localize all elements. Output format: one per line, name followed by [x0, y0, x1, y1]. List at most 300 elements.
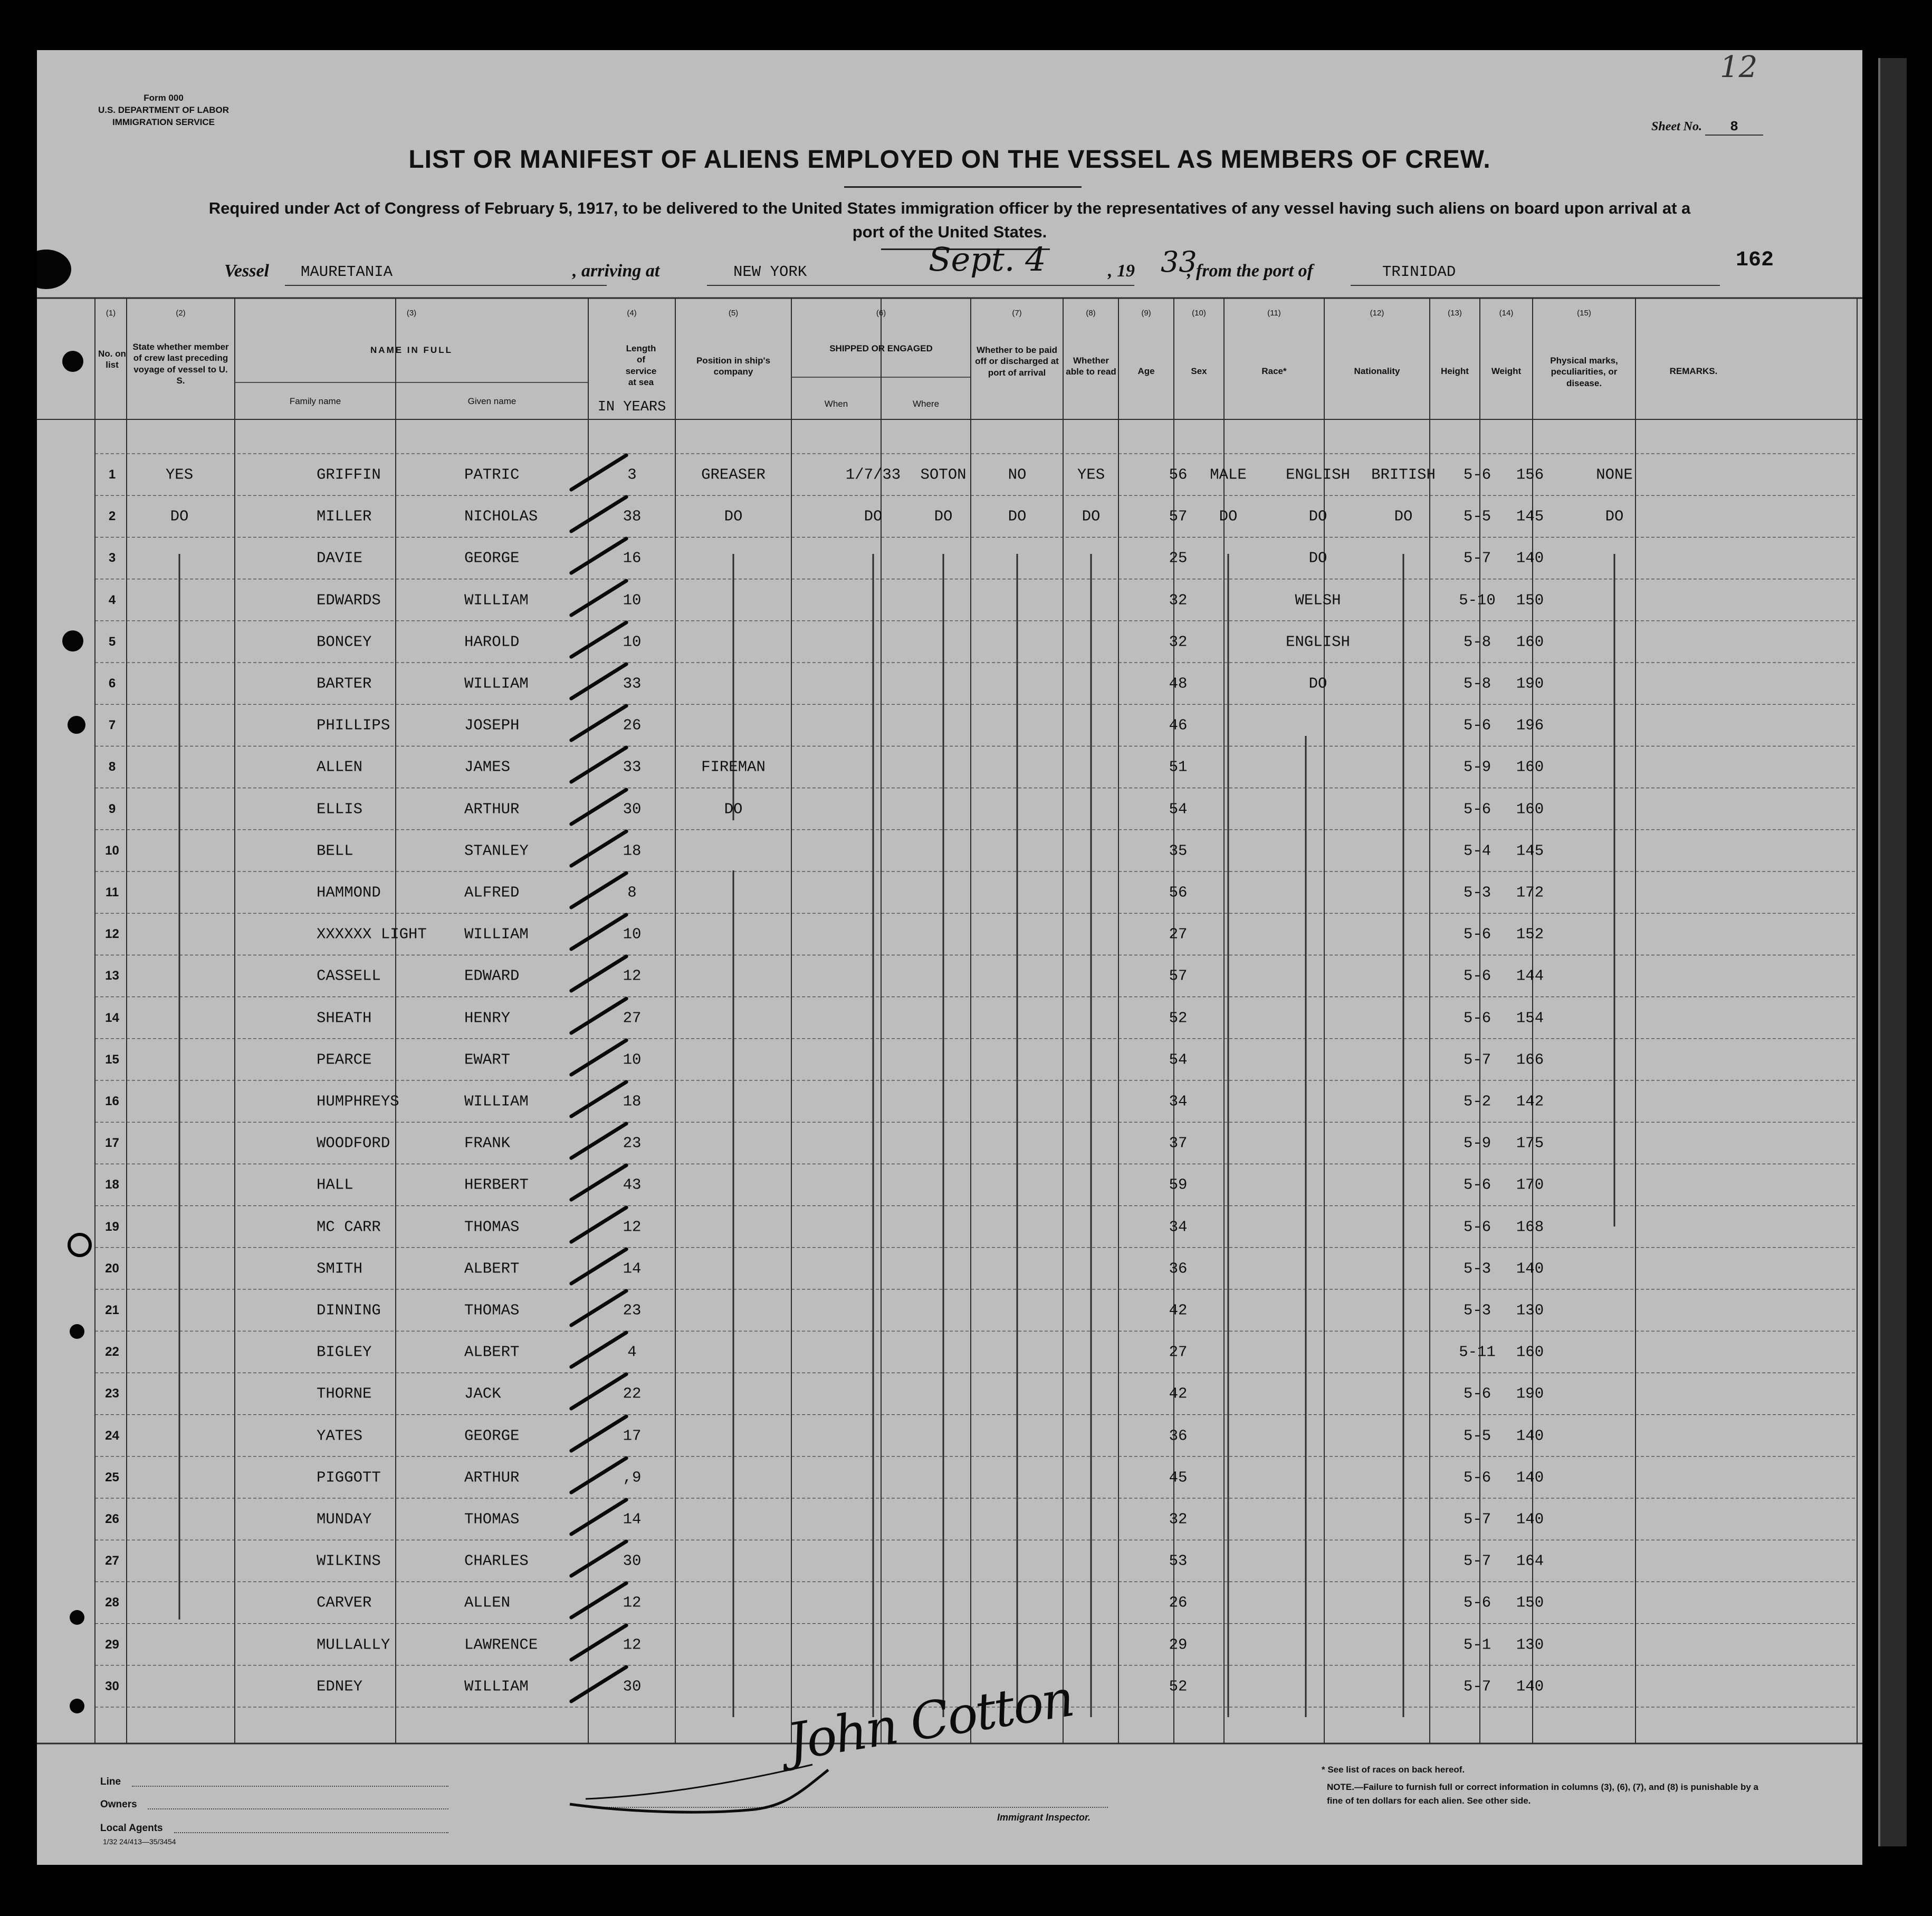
punch-hole — [70, 1610, 84, 1625]
cell-height: 5-10 — [1459, 591, 1496, 609]
cell-when: DO — [864, 507, 883, 525]
cell-family: BONCEY — [317, 633, 372, 651]
cell-given: WILLIAM — [464, 591, 529, 609]
cell-age: 26 — [1169, 1594, 1188, 1612]
cell-race: ENGLISH — [1286, 466, 1350, 484]
punch-hole — [62, 351, 83, 372]
given-name-header: Given name — [467, 396, 517, 406]
cell-age: 25 — [1169, 549, 1188, 567]
row-number: 26 — [105, 1512, 119, 1526]
cell-sex: MALE — [1210, 466, 1247, 484]
cell-given: GEORGE — [464, 549, 520, 567]
cell-age: 51 — [1169, 758, 1188, 776]
cell-family: PEARCE — [317, 1051, 372, 1069]
row-number: 1 — [108, 467, 116, 482]
cell-height: 5-7 — [1463, 549, 1491, 567]
cell-family: WILKINS — [317, 1552, 381, 1570]
inspector-label: Immigrant Inspector. — [997, 1812, 1091, 1823]
cell-race: WELSH — [1295, 591, 1341, 609]
col8-num: (8) — [1086, 309, 1096, 318]
cell-years: 8 — [627, 884, 637, 902]
cell-family: MC CARR — [317, 1218, 381, 1236]
cell-given: JOSEPH — [464, 716, 520, 734]
cell-age: 34 — [1169, 1093, 1188, 1110]
sheet-number-block — [1651, 119, 1763, 136]
cell-years: 3 — [627, 466, 637, 484]
row-number: 24 — [105, 1428, 119, 1443]
cell-family: BELL — [317, 842, 353, 860]
cell-position: DO — [724, 800, 743, 818]
cell-family: ELLIS — [317, 800, 363, 818]
cell-years: 30 — [623, 800, 642, 818]
page-title: LIST OR MANIFEST OF ALIENS EMPLOYED ON THE VESSEL AS MEMBERS OF CREW. — [408, 146, 1491, 174]
row-number: 19 — [105, 1219, 119, 1234]
col6-num: (6) — [876, 309, 886, 318]
from-port-label: , from the port of — [1187, 261, 1313, 281]
cell-family: DAVIE — [317, 549, 363, 567]
col5-num: (5) — [728, 309, 739, 318]
line-label: Line — [100, 1776, 121, 1787]
cell-position: FIREMAN — [701, 758, 766, 776]
row-number: 7 — [108, 718, 116, 733]
row-number: 14 — [105, 1010, 119, 1025]
cell-age: 36 — [1169, 1260, 1188, 1278]
row-number: 13 — [105, 969, 119, 983]
cell-family: ALLEN — [317, 758, 363, 776]
cell-age: 27 — [1169, 925, 1188, 943]
row-number: 11 — [105, 885, 119, 899]
cell-height: 5-7 — [1463, 1678, 1491, 1695]
col4-unit: IN YEARS — [597, 399, 666, 415]
cell-height: 5-6 — [1463, 800, 1491, 818]
cell-weight: 145 — [1516, 842, 1544, 860]
sheet-corner-mark: 12 — [1720, 50, 1758, 84]
cell-family: BARTER — [317, 675, 372, 693]
cell-weight: 152 — [1516, 925, 1544, 943]
cell-age: 52 — [1169, 1009, 1188, 1027]
cell-family: PHILLIPS — [317, 716, 390, 734]
col15-num: (15) — [1577, 309, 1591, 318]
col13-num: (13) — [1448, 309, 1462, 318]
col8-header: Whether able to read — [1066, 356, 1116, 377]
cell-weight: 140 — [1516, 1260, 1544, 1278]
cell-age: 59 — [1169, 1176, 1188, 1194]
cell-years: 14 — [623, 1260, 642, 1278]
row-number: 27 — [105, 1554, 119, 1568]
cell-given: JACK — [464, 1385, 501, 1403]
cell-height: 5-8 — [1463, 633, 1491, 651]
cell-years: 33 — [623, 675, 642, 693]
punch-hole — [68, 716, 85, 734]
cell-given: HAROLD — [464, 633, 520, 651]
cell-height: 5-5 — [1463, 1427, 1491, 1445]
cell-height: 5-6 — [1463, 466, 1491, 484]
family-name-header: Family name — [289, 396, 341, 406]
cell-weight: 150 — [1516, 591, 1544, 609]
cell-age: 53 — [1169, 1552, 1188, 1570]
cell-family: WOODFORD — [317, 1134, 390, 1152]
cell-years: 27 — [623, 1009, 642, 1027]
cell-family: SMITH — [317, 1260, 363, 1278]
col14-header: Weight — [1491, 366, 1522, 376]
arrival-year: 33 — [1161, 245, 1197, 279]
col6-header: SHIPPED OR ENGAGED — [829, 343, 933, 353]
cell-years: 12 — [623, 967, 642, 985]
row-number: 9 — [108, 801, 116, 816]
cell-read: DO — [1082, 507, 1101, 525]
owners-label: Owners — [100, 1799, 137, 1810]
col14-num: (14) — [1499, 309, 1514, 318]
cell-age: 36 — [1169, 1427, 1188, 1445]
cell-family: THORNE — [317, 1385, 372, 1403]
cell-family: HALL — [317, 1176, 353, 1194]
cell-height: 5-7 — [1463, 1552, 1491, 1570]
row-number: 20 — [105, 1261, 119, 1276]
cell-height: 5-6 — [1463, 1218, 1491, 1236]
cell-years: 33 — [623, 758, 642, 776]
cell-years: 10 — [623, 633, 642, 651]
col2-num: (2) — [176, 309, 186, 318]
col15-header: Physical marks, peculiarities, or disease. — [1550, 356, 1618, 388]
row-number: 4 — [108, 592, 116, 607]
signature-flourish — [565, 1754, 839, 1817]
cell-height: 5-9 — [1463, 758, 1491, 776]
cell-weight: 142 — [1516, 1093, 1544, 1110]
cell-weight: 140 — [1516, 1469, 1544, 1487]
col7-num: (7) — [1012, 309, 1022, 318]
cell-weight: 168 — [1516, 1218, 1544, 1236]
cell-given: ARTHUR — [464, 1469, 520, 1487]
cell-family: CASSELL — [317, 967, 381, 985]
cell-family: MULLALLY — [317, 1636, 390, 1654]
col5-header: Position in ship's company — [696, 356, 771, 377]
cell-given: STANLEY — [464, 842, 529, 860]
cell-family: HUMPHREYS — [317, 1093, 399, 1110]
col10-num: (10) — [1192, 309, 1206, 318]
cell-height: 5-7 — [1463, 1510, 1491, 1528]
cell-weight: 172 — [1516, 884, 1544, 902]
cell-family: EDWARDS — [317, 591, 381, 609]
cell-race: DO — [1308, 549, 1327, 567]
arriving-underline — [707, 285, 929, 286]
cell-weight: 145 — [1516, 507, 1544, 525]
cell-height: 5-11 — [1459, 1343, 1496, 1361]
cell-paid: NO — [1008, 466, 1027, 484]
cell-height: 5-6 — [1463, 1385, 1491, 1403]
cell-given: GEORGE — [464, 1427, 520, 1445]
owners-dots — [148, 1808, 448, 1809]
cell-weight: 150 — [1516, 1594, 1544, 1612]
cell-years: 12 — [623, 1218, 642, 1236]
col11-header: Race* — [1261, 366, 1287, 376]
cell-height: 5-6 — [1463, 1176, 1491, 1194]
cell-weight: 140 — [1516, 549, 1544, 567]
cell-given: CHARLES — [464, 1552, 529, 1570]
arriving-port: NEW YORK — [733, 263, 807, 281]
cell-height: 5-3 — [1463, 1260, 1491, 1278]
manifest-sheet — [37, 50, 1862, 1865]
col9-header: Age — [1137, 366, 1155, 376]
punch-hole — [37, 250, 71, 289]
cell-weight: 175 — [1516, 1134, 1544, 1152]
row-number: 15 — [105, 1052, 119, 1067]
cell-height: 5-6 — [1463, 925, 1491, 943]
cell-height: 5-4 — [1463, 842, 1491, 860]
when-header: When — [824, 399, 848, 409]
cell-given: WILLIAM — [464, 1678, 529, 1695]
cell-age: 52 — [1169, 1678, 1188, 1695]
cell-years: 10 — [623, 591, 642, 609]
row-number: 25 — [105, 1470, 119, 1484]
cell-race: ENGLISH — [1286, 633, 1350, 651]
cell-family: HAMMOND — [317, 884, 381, 902]
cell-prev: DO — [170, 507, 189, 525]
cell-given: HERBERT — [464, 1176, 529, 1194]
punch-hole — [70, 1324, 84, 1339]
races-note: * See list of races on back hereof. — [1322, 1765, 1465, 1775]
cell-years: 16 — [623, 549, 642, 567]
cell-age: 42 — [1169, 1301, 1188, 1319]
cell-given: LAWRENCE — [464, 1636, 538, 1654]
cell-age: 56 — [1169, 884, 1188, 902]
col4-num: (4) — [627, 309, 637, 318]
cell-height: 5-6 — [1463, 967, 1491, 985]
title-rule — [844, 186, 1082, 188]
cell-family: BIGLEY — [317, 1343, 372, 1361]
cell-years: 10 — [623, 1051, 642, 1069]
cell-age: 46 — [1169, 716, 1188, 734]
cell-weight: 166 — [1516, 1051, 1544, 1069]
col13-header: Height — [1441, 366, 1469, 376]
cell-marks: NONE — [1596, 466, 1633, 484]
cell-weight: 154 — [1516, 1009, 1544, 1027]
cell-age: 57 — [1169, 967, 1188, 985]
row-number: 10 — [105, 843, 119, 858]
cell-given: ARTHUR — [464, 800, 520, 818]
cell-years: ,9 — [623, 1469, 642, 1487]
cell-weight: 190 — [1516, 675, 1544, 693]
cell-sex: DO — [1219, 507, 1238, 525]
cell-age: 54 — [1169, 1051, 1188, 1069]
cell-marks: DO — [1605, 507, 1624, 525]
footer-note: NOTE.—Failure to furnish full or correct information in columns (3), (6), (7), and (8) is punishable by a fine of ten dollars for each alien. See other side. — [1327, 1782, 1758, 1806]
cell-weight: 156 — [1516, 466, 1544, 484]
cell-where: SOTON — [920, 466, 967, 484]
cell-prev: YES — [165, 466, 194, 484]
cell-years: 23 — [623, 1301, 642, 1319]
cell-given: EWART — [464, 1051, 511, 1069]
row-number: 8 — [108, 760, 116, 774]
col1-header: No. on list — [98, 349, 126, 370]
punch-hole — [70, 1699, 84, 1713]
date-underline — [929, 285, 1134, 286]
col2-header: State whether member of crew last preceding voyage of vessel to U. S. — [132, 342, 229, 386]
cell-years: 23 — [623, 1134, 642, 1152]
cell-height: 5-7 — [1463, 1051, 1491, 1069]
cell-age: 48 — [1169, 675, 1188, 693]
form-service: IMMIGRATION SERVICE — [112, 117, 215, 127]
row-number: 6 — [108, 676, 116, 691]
row-number: 17 — [105, 1136, 119, 1151]
punch-hole — [68, 1233, 92, 1257]
col4-header: Length of service at sea — [625, 343, 657, 387]
cell-when: 1/7/33 — [845, 466, 901, 484]
col3-header: NAME IN FULL — [370, 345, 453, 355]
cell-weight: 196 — [1516, 716, 1544, 734]
cell-given: WILLIAM — [464, 675, 529, 693]
cell-height: 5-3 — [1463, 1301, 1491, 1319]
cell-weight: 140 — [1516, 1678, 1544, 1695]
cell-weight: 130 — [1516, 1636, 1544, 1654]
cell-years: 12 — [623, 1636, 642, 1654]
row-number: 30 — [105, 1679, 119, 1693]
cell-given: WILLIAM — [464, 925, 529, 943]
from-port-underline — [1351, 285, 1720, 286]
cell-height: 5-5 — [1463, 507, 1491, 525]
agents-dots — [174, 1832, 448, 1833]
cell-height: 5-8 — [1463, 675, 1491, 693]
vessel-underline — [285, 285, 607, 286]
cell-position: DO — [724, 507, 743, 525]
col9-num: (9) — [1141, 309, 1151, 318]
cell-family: PIGGOTT — [317, 1469, 381, 1487]
row-number: 28 — [105, 1595, 119, 1610]
sheet-number: 8 — [1705, 119, 1763, 136]
row-number: 3 — [108, 551, 116, 566]
cell-years: 12 — [623, 1594, 642, 1612]
form-header — [95, 92, 232, 129]
table-grid — [37, 50, 1862, 1865]
cell-years: 17 — [623, 1427, 642, 1445]
cell-age: 45 — [1169, 1469, 1188, 1487]
row-number: 22 — [105, 1345, 119, 1359]
cell-age: 37 — [1169, 1134, 1188, 1152]
cell-given: FRANK — [464, 1134, 511, 1152]
cell-weight: 144 — [1516, 967, 1544, 985]
print-code: 1/32 24/413—35/3454 — [103, 1837, 176, 1846]
where-header: Where — [912, 399, 940, 409]
line-dots — [132, 1786, 448, 1787]
vessel-name: MAURETANIA — [301, 263, 393, 281]
cell-age: 42 — [1169, 1385, 1188, 1403]
cell-given: JAMES — [464, 758, 511, 776]
vessel-label: Vessel — [224, 261, 269, 281]
form-department: U.S. DEPARTMENT OF LABOR — [98, 104, 229, 115]
cell-race: DO — [1308, 507, 1327, 525]
cell-weight: 160 — [1516, 1343, 1544, 1361]
cell-race: DO — [1308, 675, 1327, 693]
cell-age: 32 — [1169, 591, 1188, 609]
cell-family: GRIFFIN — [317, 466, 381, 484]
row-number: 23 — [105, 1386, 119, 1401]
sheet-number-label: Sheet No. — [1651, 120, 1702, 133]
col11-num: (11) — [1267, 309, 1281, 318]
row-number: 18 — [105, 1177, 119, 1192]
cell-weight: 160 — [1516, 758, 1544, 776]
cell-weight: 164 — [1516, 1552, 1544, 1570]
cell-given: EDWARD — [464, 967, 520, 985]
cell-years: 18 — [623, 842, 642, 860]
page-edge — [1878, 58, 1907, 1846]
row-number: 21 — [105, 1303, 119, 1317]
cell-nationality: DO — [1394, 507, 1413, 525]
cell-paid: DO — [1008, 507, 1027, 525]
cell-age: 54 — [1169, 800, 1188, 818]
col7-header: Whether to be paid off or discharged at port of arrival — [975, 345, 1059, 378]
cell-read: YES — [1077, 466, 1105, 484]
cell-given: WILLIAM — [464, 1093, 529, 1110]
cell-age: 35 — [1169, 842, 1188, 860]
cell-nationality: BRITISH — [1371, 466, 1436, 484]
cell-given: ALBERT — [464, 1343, 520, 1361]
cell-weight: 140 — [1516, 1510, 1544, 1528]
col12-num: (12) — [1370, 309, 1384, 318]
cell-weight: 140 — [1516, 1427, 1544, 1445]
cell-weight: 190 — [1516, 1385, 1544, 1403]
cell-height: 5-9 — [1463, 1134, 1491, 1152]
cell-given: ALBERT — [464, 1260, 520, 1278]
cell-years: 38 — [623, 507, 642, 525]
row-number: 5 — [108, 634, 116, 649]
cell-years: 43 — [623, 1176, 642, 1194]
punch-hole — [62, 630, 83, 652]
cell-age: 56 — [1169, 466, 1188, 484]
cell-age: 29 — [1169, 1636, 1188, 1654]
cell-age: 34 — [1169, 1218, 1188, 1236]
year-prefix: , 19 — [1108, 261, 1135, 281]
page-subtitle: Required under Act of Congress of February 5, 1917, to be delivered to the United States immigration officer by the representatives of any vessel having such aliens on board upon arrival at a port of the United States. — [208, 199, 1691, 241]
agents-label: Local Agents — [100, 1823, 163, 1834]
row-number: 12 — [105, 927, 119, 942]
cell-years: 10 — [623, 925, 642, 943]
col10-header: Sex — [1191, 366, 1207, 376]
cell-family: EDNEY — [317, 1678, 363, 1695]
from-port: TRINIDAD — [1382, 263, 1456, 281]
cell-family: DINNING — [317, 1301, 381, 1319]
cell-height: 5-2 — [1463, 1093, 1491, 1110]
cell-family: MILLER — [317, 507, 372, 525]
page-number: 162 — [1736, 248, 1774, 272]
cell-age: 57 — [1169, 507, 1188, 525]
row-number: 29 — [105, 1637, 119, 1652]
cell-where: DO — [934, 507, 953, 525]
cell-age: 32 — [1169, 633, 1188, 651]
cell-family: MUNDAY — [317, 1510, 372, 1528]
cell-height: 5-6 — [1463, 1594, 1491, 1612]
cell-family: XXXXXX LIGHT — [317, 925, 427, 943]
cell-age: 32 — [1169, 1510, 1188, 1528]
cell-family: YATES — [317, 1427, 363, 1445]
cell-given: ALLEN — [464, 1594, 511, 1612]
cell-years: 14 — [623, 1510, 642, 1528]
cell-years: 30 — [623, 1552, 642, 1570]
cell-years: 30 — [623, 1678, 642, 1695]
cell-family: SHEATH — [317, 1009, 372, 1027]
inspector-signature: John Cotton — [783, 1669, 1077, 1772]
col3-num: (3) — [406, 309, 417, 318]
cell-weight: 160 — [1516, 800, 1544, 818]
cell-given: HENRY — [464, 1009, 511, 1027]
row-number: 2 — [108, 509, 116, 524]
remarks-header: REMARKS. — [1669, 366, 1718, 376]
cell-years: 18 — [623, 1093, 642, 1110]
form-number: Form 000 — [144, 93, 184, 103]
arriving-label: , arriving at — [572, 261, 660, 281]
cell-given: THOMAS — [464, 1301, 520, 1319]
cell-family: CARVER — [317, 1594, 372, 1612]
cell-given: NICHOLAS — [464, 507, 538, 525]
cell-given: ALFRED — [464, 884, 520, 902]
